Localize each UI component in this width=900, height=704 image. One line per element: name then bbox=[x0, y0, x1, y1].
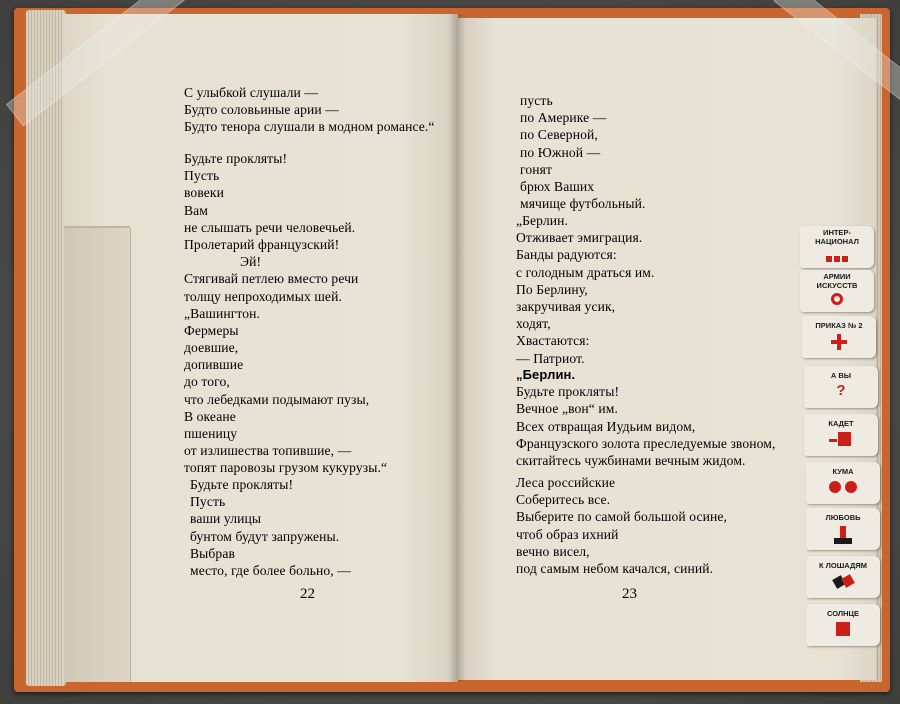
tab-armii-iskusstv[interactable] bbox=[800, 270, 874, 312]
red-ring-icon bbox=[831, 293, 843, 305]
right-text-a bbox=[520, 92, 645, 212]
text-line: по Южной — bbox=[520, 144, 601, 160]
text-line: с голодным драться им. bbox=[516, 264, 655, 280]
text-line: чтоб образ ихний bbox=[516, 526, 619, 542]
tab-label: КАДЕТ bbox=[828, 419, 854, 428]
text-line: Будьте прокляты! bbox=[184, 151, 288, 166]
kadet-shape-icon bbox=[829, 432, 853, 446]
right-text-d bbox=[516, 474, 727, 577]
text-line: — Патриот. bbox=[516, 350, 585, 366]
three-red-squares-icon bbox=[800, 249, 874, 267]
page-number-left: 22 bbox=[300, 586, 315, 602]
love-shape-icon bbox=[833, 526, 853, 544]
text-line: Всех отвращая Иудьим видом, bbox=[516, 418, 696, 434]
text-line: по Америке — bbox=[520, 110, 607, 126]
tab-prikaz-2[interactable] bbox=[802, 316, 876, 358]
text-line: вечно висел, bbox=[516, 543, 590, 559]
page-number-right: 23 bbox=[622, 586, 637, 602]
right-text-b bbox=[516, 212, 655, 367]
text-line: допившие bbox=[184, 357, 244, 373]
text-line: Будьте прокляты! bbox=[516, 384, 620, 400]
text-line: под самым небом качался, синий. bbox=[516, 560, 714, 576]
left-text-c bbox=[190, 476, 351, 579]
text-line: Соберитесь все. bbox=[516, 492, 611, 508]
text-line: не слышать речи человечьей. bbox=[184, 219, 356, 235]
tab-label: КУМА bbox=[832, 467, 854, 476]
book-gutter bbox=[448, 14, 466, 682]
text-line: Стягивай петлею вместо речи bbox=[184, 271, 359, 287]
text-line: закручивая усик, bbox=[516, 298, 616, 314]
tab-solntse[interactable] bbox=[806, 604, 880, 646]
text-line: „Вашингтон. bbox=[184, 305, 261, 321]
tab-a-vy[interactable] bbox=[804, 366, 878, 408]
text-line: По Берлину, bbox=[516, 281, 588, 297]
text-line: „Берлин. bbox=[516, 213, 569, 228]
tab-kuma[interactable] bbox=[806, 462, 880, 504]
text-line: мячище футбольный. bbox=[520, 196, 646, 212]
text-line: топят паровозы грузом кукурузы.“ bbox=[184, 460, 388, 476]
text-line: Выбрав bbox=[190, 545, 235, 561]
text-line: до того, bbox=[184, 374, 230, 390]
text-line: толщу непроходимых шей. bbox=[184, 288, 342, 304]
page-cutout-step bbox=[64, 228, 131, 682]
text-line: бунтом будут запружены. bbox=[190, 528, 340, 544]
text-line: Будто тенора слушали в модном романсе.“ bbox=[184, 119, 435, 135]
tab-label: К ЛОШАДЯМ bbox=[819, 561, 867, 570]
right-text-c bbox=[516, 366, 775, 469]
text-line: доевшие, bbox=[184, 340, 239, 356]
text-line: место, где более больно, — bbox=[190, 562, 351, 578]
tab-label: ПРИКАЗ № 2 bbox=[815, 321, 863, 330]
text-line: ходят, bbox=[516, 316, 551, 332]
horses-shape-icon bbox=[831, 574, 855, 590]
text-line: пшеницу bbox=[184, 426, 238, 441]
text-line: Хвастаются: bbox=[516, 333, 590, 349]
text-line: Пусть bbox=[190, 494, 226, 510]
text-line: Пролетарий французский! bbox=[184, 236, 340, 252]
text-line: что лебедками подымают пузы, bbox=[184, 391, 370, 407]
tab-kadet[interactable] bbox=[804, 414, 878, 456]
tab-label: АРМИИ ИСКУССТВ bbox=[816, 272, 858, 290]
question-mark-icon: ? bbox=[836, 381, 846, 399]
text-line: Будто соловьиные арии — bbox=[184, 102, 339, 118]
text-line: гонят bbox=[520, 161, 553, 177]
tab-label: СОЛНЦЕ bbox=[826, 609, 860, 618]
text-line: Вечное „вон“ им. bbox=[516, 401, 619, 417]
text-line: В океане bbox=[184, 408, 236, 424]
text-line: Банды радуются: bbox=[516, 247, 617, 263]
text-line: Отживает эмиграция. bbox=[516, 230, 643, 246]
tab-k-loshadyam[interactable] bbox=[806, 556, 880, 598]
text-line: Вам bbox=[184, 202, 209, 218]
text-line: ваши улицы bbox=[190, 511, 262, 527]
text-line: Французского золота преследуемые звоном, bbox=[516, 435, 776, 451]
red-cross-icon bbox=[831, 334, 847, 350]
text-line: от излишества топившие, — bbox=[184, 443, 352, 459]
red-square-icon bbox=[836, 622, 850, 636]
section-heading: „Берлин. bbox=[516, 367, 576, 382]
text-line: пусть bbox=[520, 93, 553, 108]
text-line: С улыбкой слушали — bbox=[184, 85, 319, 100]
text-line: Леса российские bbox=[516, 475, 616, 490]
left-text-a bbox=[184, 150, 387, 477]
two-red-circles-icon bbox=[806, 480, 880, 498]
text-line: скитайтесь чужбинами вечным жидом. bbox=[516, 452, 746, 468]
tab-lyubov[interactable] bbox=[806, 508, 880, 550]
tab-internatsional[interactable] bbox=[800, 226, 874, 268]
tab-label: ЛЮБОВЬ bbox=[825, 513, 861, 522]
text-line: Выберите по самой большой осине, bbox=[516, 509, 727, 525]
left-text-top bbox=[184, 84, 435, 136]
text-line: брюх Ваших bbox=[520, 178, 595, 194]
text-line: Будьте прокляты! bbox=[190, 477, 294, 492]
text-line: по Северной, bbox=[520, 127, 598, 143]
text-line: Эй! bbox=[240, 254, 262, 270]
text-line: Фермеры bbox=[184, 322, 239, 338]
tab-label: ИНТЕР-НАЦИОНАЛ bbox=[815, 228, 859, 246]
text-line: Пусть bbox=[184, 168, 220, 184]
text-line: вовеки bbox=[184, 185, 224, 201]
tab-label: А ВЫ bbox=[830, 371, 852, 380]
